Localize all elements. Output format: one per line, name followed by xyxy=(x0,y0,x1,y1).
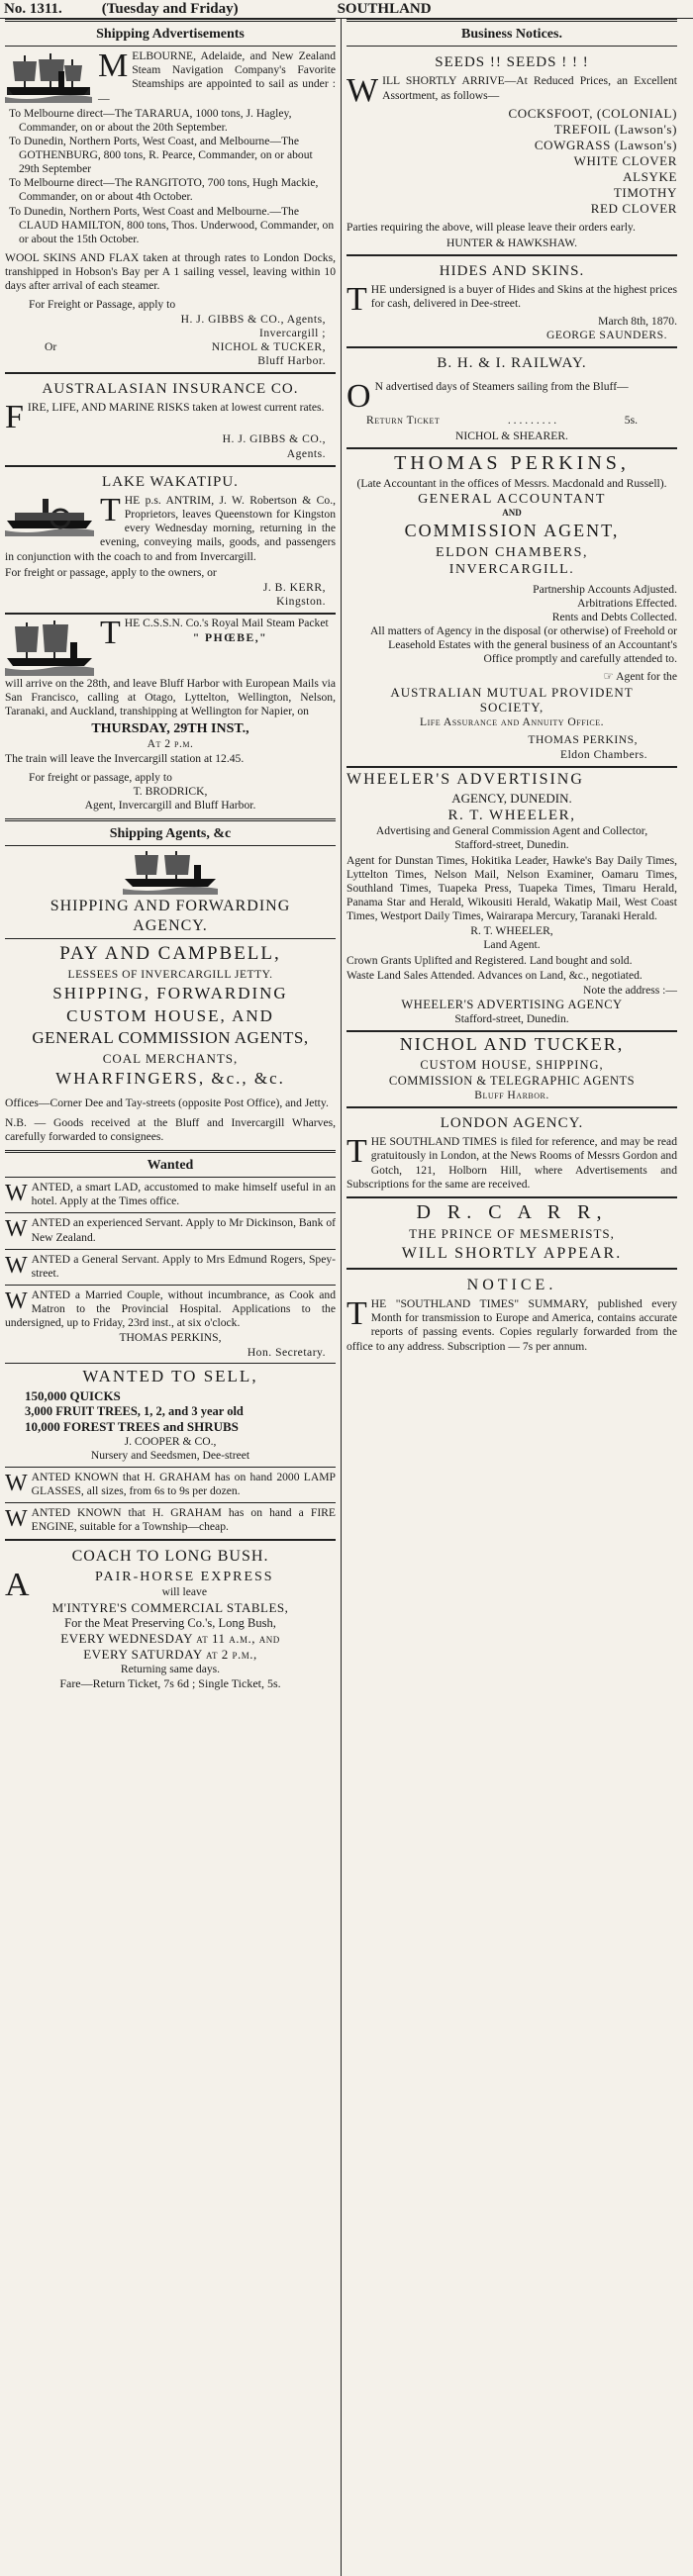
wheeler-title-1: WHEELER'S ADVERTISING xyxy=(346,770,584,788)
drop-cap: W xyxy=(5,1181,28,1207)
insurance-text: IRE, LIFE, AND MARINE RISKS taken at lowest current rates. xyxy=(27,401,325,415)
wheeler-role: Advertising and General Commission Agent and Collector, xyxy=(375,824,648,838)
perkins-sig: THOMAS PERKINS, xyxy=(528,733,638,747)
steamship-icon xyxy=(5,51,92,103)
pointing-hand-icon: ☞ xyxy=(603,670,614,684)
pay-campbell-title: PAY AND CAMPBELL, xyxy=(59,943,281,965)
agent-gibbs: H. J. GIBBS & CO., Agents, xyxy=(180,312,326,326)
railway-price: 5s. xyxy=(624,413,638,427)
forwarding-title-2: AGENCY. xyxy=(133,916,208,934)
society-name-1: AUSTRALIAN MUTUAL PROVIDENT xyxy=(390,684,634,700)
wool-notice: WOOL SKINS AND FLAX taken at through rates to London Docks, transhipped in Hobson's Bay per A 1 sailing vessel, leaving within 10 days after arrival of each steamer. xyxy=(5,251,336,293)
insurance-title: AUSTRALASIAN INSURANCE CO. xyxy=(42,381,299,398)
wanted-lad: ANTED, a smart LAD, accustomed to make himself useful in an hotel. Apply at the Times office. xyxy=(31,1181,336,1208)
section-shipping-ads: Shipping Advertisements xyxy=(5,19,336,47)
sell-sig: J. COOPER & CO., xyxy=(124,1435,217,1449)
railway-ticket-label: Return Ticket xyxy=(366,413,441,427)
drop-cap: W xyxy=(5,1470,28,1496)
seeds-note: Parties requiring the above, will please leave their orders early. xyxy=(346,221,636,235)
sell-title: WANTED TO SELL, xyxy=(82,1366,258,1385)
seeds-text: ILL SHORTLY ARRIVE—At Reduced Prices, an Excellent Assortment, as follows— xyxy=(382,74,677,102)
pay-nb: N.B. — Goods received at the Bluff and Invercargill Wharves, carefully forwarded to consignees. xyxy=(5,1115,336,1143)
seed-item: COCKSFOOT, (COLONIAL) xyxy=(508,106,677,122)
right-column xyxy=(342,19,683,2576)
perkins-town: INVERCARGILL. xyxy=(448,562,575,578)
phoebe-name: " PHŒBE," xyxy=(192,631,268,645)
seeds-title: SEEDS !! SEEDS ! ! ! xyxy=(435,54,589,71)
section-business: Business Notices. xyxy=(346,19,677,47)
wheeler-address-3: Stafford-street, Dunedin. xyxy=(454,1012,569,1026)
phoebe-sig: T. BRODRICK, xyxy=(133,785,208,799)
or-label: Or xyxy=(45,339,57,353)
london-text: HE SOUTHLAND TIMES is filed for reference, and may be read gratuitously in London, at the News Rooms of Messrs Gordon and Gotch, 121, Holborn Hill, where Advertisements and Subscriptions for the same are received. xyxy=(346,1135,677,1191)
london-title: LONDON AGENCY. xyxy=(440,1114,584,1131)
route-4: To Dunedin, Northern Ports, West Coast and Melbourne.—The CLAUD HAMILTON, 800 tons, Thos. Underwood, Commander, on or about the 15th October. xyxy=(9,204,335,245)
route-2: To Dunedin, Northern Ports, West Coast, and Melbourne—The GOTHENBURG, 800 tons, R. Pearce, Commander, on or about 29th September xyxy=(9,134,313,176)
drop-cap: T xyxy=(100,615,121,652)
paddle-steamer-icon xyxy=(5,495,94,536)
wakatipu-freight: For freight or passage, apply to the owners, or xyxy=(5,565,217,579)
hides-title: HIDES AND SKINS. xyxy=(439,262,585,279)
pay-line-4: CUSTOM HOUSE, AND xyxy=(66,1005,274,1025)
wakatipu-title: LAKE WAKATIPU. xyxy=(102,473,239,490)
drop-cap: W xyxy=(5,1505,28,1532)
seed-item: ALSYKE xyxy=(623,168,677,184)
section-shipping-agents: Shipping Agents, &c xyxy=(5,818,336,846)
seed-item: WHITE CLOVER xyxy=(573,152,677,168)
drop-cap: M xyxy=(98,48,129,85)
carr-line-2: WILL SHORTLY APPEAR. xyxy=(401,1245,623,1263)
sell-quicks: 150,000 QUICKS xyxy=(25,1388,121,1404)
wheeler-name: R. T. WHEELER, xyxy=(447,808,576,824)
coach-destination: For the Meat Preserving Co.'s, Long Bush, xyxy=(64,1615,276,1630)
insurance-sig-role: Agents. xyxy=(286,446,326,460)
wanted-couple: ANTED a Married Couple, without incumbrance, as Cook and Matron to the Provincial Hospital. Applications to the undersigned, up to Friday, 23rd inst., at six o'clock. xyxy=(5,1288,336,1330)
graham-fire-engine: ANTED KNOWN that H. GRAHAM has on hand a FIRE ENGINE, suitable for a Township—cheap. xyxy=(31,1505,336,1534)
drop-cap: T xyxy=(346,280,367,318)
coach-returning: Returning same days. xyxy=(120,1662,221,1675)
wakatipu-text: HE p.s. ANTRIM, J. W. Robertson & Co., Proprietors, leaves Queenstown for Kingston every Wednesday morning, returning in the evening, conveying mails, goods, and passengers in conjunction with the coach to and from Invercargill. xyxy=(5,494,336,563)
perkins-item: All matters of Agency in the disposal (or otherwise) of Freehold or Leasehold Estates with the general business of an Accountant's Office promptly and carefully attended to. xyxy=(369,623,677,666)
perkins-title: THOMAS PERKINS, xyxy=(394,451,630,474)
railway-title: B. H. & I. RAILWAY. xyxy=(437,355,587,372)
railway-sig: NICHOL & SHEARER. xyxy=(455,429,568,442)
perkins-commission: COMMISSION AGENT, xyxy=(404,521,620,541)
pay-line-3: SHIPPING, FORWARDING xyxy=(52,983,288,1002)
wakatipu-sig-place: Kingston. xyxy=(276,595,326,609)
drop-cap: W xyxy=(5,1216,28,1243)
perkins-sub: (Late Accountant in the offices of Messrs. Macdonald and Russell). xyxy=(356,477,667,491)
wanted-servant: ANTED an experienced Servant. Apply to Mr Dickinson, Bank of New Zealand. xyxy=(31,1216,336,1244)
notice-text: HE "SOUTHLAND TIMES" SUMMARY, published every Month for transmission to Europe and America, contains accurate reports of passing events. Copies regularly forwarded from the office to any address. Subscription — 7s per annum. xyxy=(346,1297,677,1353)
perkins-agent-for: Agent for the xyxy=(616,670,677,684)
seed-item: RED CLOVER xyxy=(590,200,677,216)
notice-title: NOTICE. xyxy=(466,1276,557,1293)
drop-cap: W xyxy=(346,72,379,110)
wheeler-address-2: WHEELER'S ADVERTISING AGENCY xyxy=(401,998,623,1011)
pay-lessees: LESSEES OF INVERCARGILL JETTY. xyxy=(67,967,273,981)
society-office: Life Assurance and Annuity Office. xyxy=(420,716,604,729)
phoebe-sig-role: Agent, Invercargill and Bluff Harbor. xyxy=(84,799,256,812)
forwarding-ship-icon xyxy=(123,849,218,895)
wakatipu-sig: J. B. KERR, xyxy=(262,580,326,594)
wheeler-name-2: R. T. WHEELER, xyxy=(470,924,553,938)
railway-text: N advertised days of Steamers sailing from the Bluff— xyxy=(374,379,629,393)
perkins-item: Partnership Accounts Adjusted. xyxy=(533,582,677,596)
drop-cap: T xyxy=(346,1133,367,1171)
carr-line-1: THE PRINCE OF MESMERISTS, xyxy=(409,1226,615,1242)
forwarding-title-1: SHIPPING AND FORWARDING xyxy=(50,898,291,915)
perkins-sig-place: Eldon Chambers. xyxy=(560,747,647,761)
seeds-sig: HUNTER & HAWKSHAW. xyxy=(446,236,577,249)
wanted-general-servant: ANTED a General Servant. Apply to Mrs Edmund Rogers, Spey-street. xyxy=(31,1252,336,1280)
left-column xyxy=(0,19,342,2576)
wheeler-crown: Crown Grants Uplifted and Registered. Land bought and sold. xyxy=(346,953,633,967)
nichol-title: NICHOL AND TUCKER, xyxy=(399,1034,625,1055)
coach-stables: M'INTYRE'S COMMERCIAL STABLES, xyxy=(51,1599,289,1615)
paper-title: SOUTHLAND xyxy=(337,0,432,17)
drop-cap: T xyxy=(100,492,121,529)
wheeler-waste: Waste Land Sales Attended. Advances on Land, &c., negotiated. xyxy=(346,968,643,982)
section-wanted: Wanted xyxy=(5,1150,336,1178)
perkins-item: Arbitrations Effected. xyxy=(577,596,677,610)
agent-nichol-location: Bluff Harbor. xyxy=(257,354,326,368)
agent-gibbs-location: Invercargill ; xyxy=(259,326,326,339)
coach-will-leave: will leave xyxy=(161,1584,207,1598)
wheeler-title-2: AGENCY, DUNEDIN. xyxy=(451,791,572,807)
melbourne-lead: ELBOURNE, Adelaide, and New Zealand Steam Navigation Company's Favorite Steamships are appointed to sail as under :— xyxy=(98,49,336,105)
pay-offices: Offices—Corner Dee and Tay-streets (opposite Post Office), and Jetty. xyxy=(5,1096,329,1109)
coach-express: PAIR-HORSE EXPRESS xyxy=(94,1569,274,1584)
mail-steamer-icon xyxy=(5,619,94,676)
hides-text: HE undersigned is a buyer of Hides and Skins at the highest prices for cash, delivered in Dee-street. xyxy=(370,282,677,311)
phoebe-train: The train will leave the Invercargill station at 12.45. xyxy=(5,751,245,765)
phoebe-text-2: will arrive on the 28th, and leave Bluff Harbor with European Mails via San Francisco, calling at Otago, Lyttelton, Wellington, Nelson, Taranaki, and Auckland, transhipping at Wellington for Napier, on xyxy=(5,677,336,718)
masthead xyxy=(0,0,693,19)
pay-line-7: WHARFINGERS, &c., &c. xyxy=(55,1068,285,1088)
insurance-sig: H. J. GIBBS & CO., xyxy=(222,432,326,446)
route-3: To Melbourne direct—The RANGITOTO, 700 tons, Hugh Mackie, Commander, on or about 4th October. xyxy=(9,176,319,204)
phoebe-text-1: HE C.S.S.N. Co.'s Royal Mail Steam Packet xyxy=(124,617,329,630)
melbourne-ad xyxy=(5,49,336,368)
freight-note: For Freight or Passage, apply to xyxy=(29,298,176,312)
pay-line-6: COAL MERCHANTS, xyxy=(102,1051,239,1066)
coach-wednesday: EVERY WEDNESDAY at 11 a.m., and xyxy=(60,1630,280,1646)
wheeler-papers: Agent for Dunstan Times, Hokitika Leader, Hawke's Bay Daily Times, Lyttelton Times, Nelson Mail, Nelson Examiner, Oamaru Times, Southland Times, Tuapeka Press, Tuapeka Times, Timaru Herald, Panama Star and Herald, Wikousiti Herald, Wakatip Mail, West Coast Times, Westport Daily Times, Wairarapa Mercury, Taranaki Herald. xyxy=(346,853,677,923)
carr-title: D R. C A R R, xyxy=(416,1200,608,1223)
sell-fruit-trees: 3,000 FRUIT TREES, 1, 2, and 3 year old xyxy=(25,1404,244,1419)
hides-sig: GEORGE SAUNDERS. xyxy=(545,329,667,342)
couple-sig: THOMAS PERKINS, xyxy=(119,1331,222,1345)
drop-cap: F xyxy=(5,399,24,436)
phoebe-freight: For freight or passage, apply to xyxy=(29,770,172,784)
drop-cap: A xyxy=(5,1566,30,1603)
sell-forest-trees: 10,000 FOREST TREES and SHRUBS xyxy=(25,1419,239,1435)
coach-saturday: EVERY SATURDAY at 2 p.m., xyxy=(83,1646,257,1662)
perkins-item: Rents and Debts Collected. xyxy=(551,610,677,623)
drop-cap: T xyxy=(346,1295,367,1333)
nichol-line-2: COMMISSION & TELEGRAPHIC AGENTS xyxy=(388,1073,636,1088)
drop-cap: O xyxy=(346,377,371,415)
society-name-2: SOCIETY, xyxy=(479,700,544,716)
couple-sig-role: Hon. Secretary. xyxy=(247,1345,326,1359)
phoebe-time: At 2 p.m. xyxy=(147,736,194,750)
agent-nichol: NICHOL & TUCKER, xyxy=(211,339,326,353)
seed-item: TIMOTHY xyxy=(613,184,677,200)
perkins-and: AND xyxy=(502,508,522,519)
nichol-line-3: Bluff Harbor. xyxy=(474,1088,549,1101)
wheeler-land-agent: Land Agent. xyxy=(483,938,541,952)
perkins-chambers: ELDON CHAMBERS, xyxy=(436,545,588,561)
sell-sig-role: Nursery and Seedsmen, Dee-street xyxy=(90,1449,250,1463)
nichol-line-1: CUSTOM HOUSE, SHIPPING, xyxy=(420,1058,604,1073)
coach-fare: Fare—Return Ticket, 7s 6d ; Single Ticket, 5s. xyxy=(59,1675,281,1690)
seed-item: TREFOIL (Lawson's) xyxy=(553,122,677,138)
phoebe-date: THURSDAY, 29TH INST., xyxy=(91,720,249,736)
route-1: To Melbourne direct—The TARARUA, 1000 tons, J. Hagley, Commander, on or about the 20th September. xyxy=(9,106,292,134)
drop-cap: W xyxy=(5,1252,28,1279)
railway-dots: . . . . . . . . . xyxy=(507,413,557,427)
wheeler-address: Stafford-street, Dunedin. xyxy=(454,838,569,852)
wheeler-note: Note the address :— xyxy=(583,983,677,997)
graham-lamps: ANTED KNOWN that H. GRAHAM has on hand 2000 LAMP GLASSES, all sizes, from 6s to 9s per dozen. xyxy=(31,1470,336,1497)
drop-cap: W xyxy=(5,1288,28,1314)
issue-days: (Tuesday and Friday) xyxy=(101,0,239,17)
coach-title: COACH TO LONG BUSH. xyxy=(71,1548,269,1566)
issue-number: No. 1311. xyxy=(4,0,62,17)
seed-item: COWGRASS (Lawson's) xyxy=(534,138,677,153)
pay-line-5: GENERAL COMMISSION AGENTS, xyxy=(32,1028,309,1048)
hides-date: March 8th, 1870. xyxy=(598,314,677,328)
perkins-accountant: GENERAL ACCOUNTANT xyxy=(418,492,606,508)
